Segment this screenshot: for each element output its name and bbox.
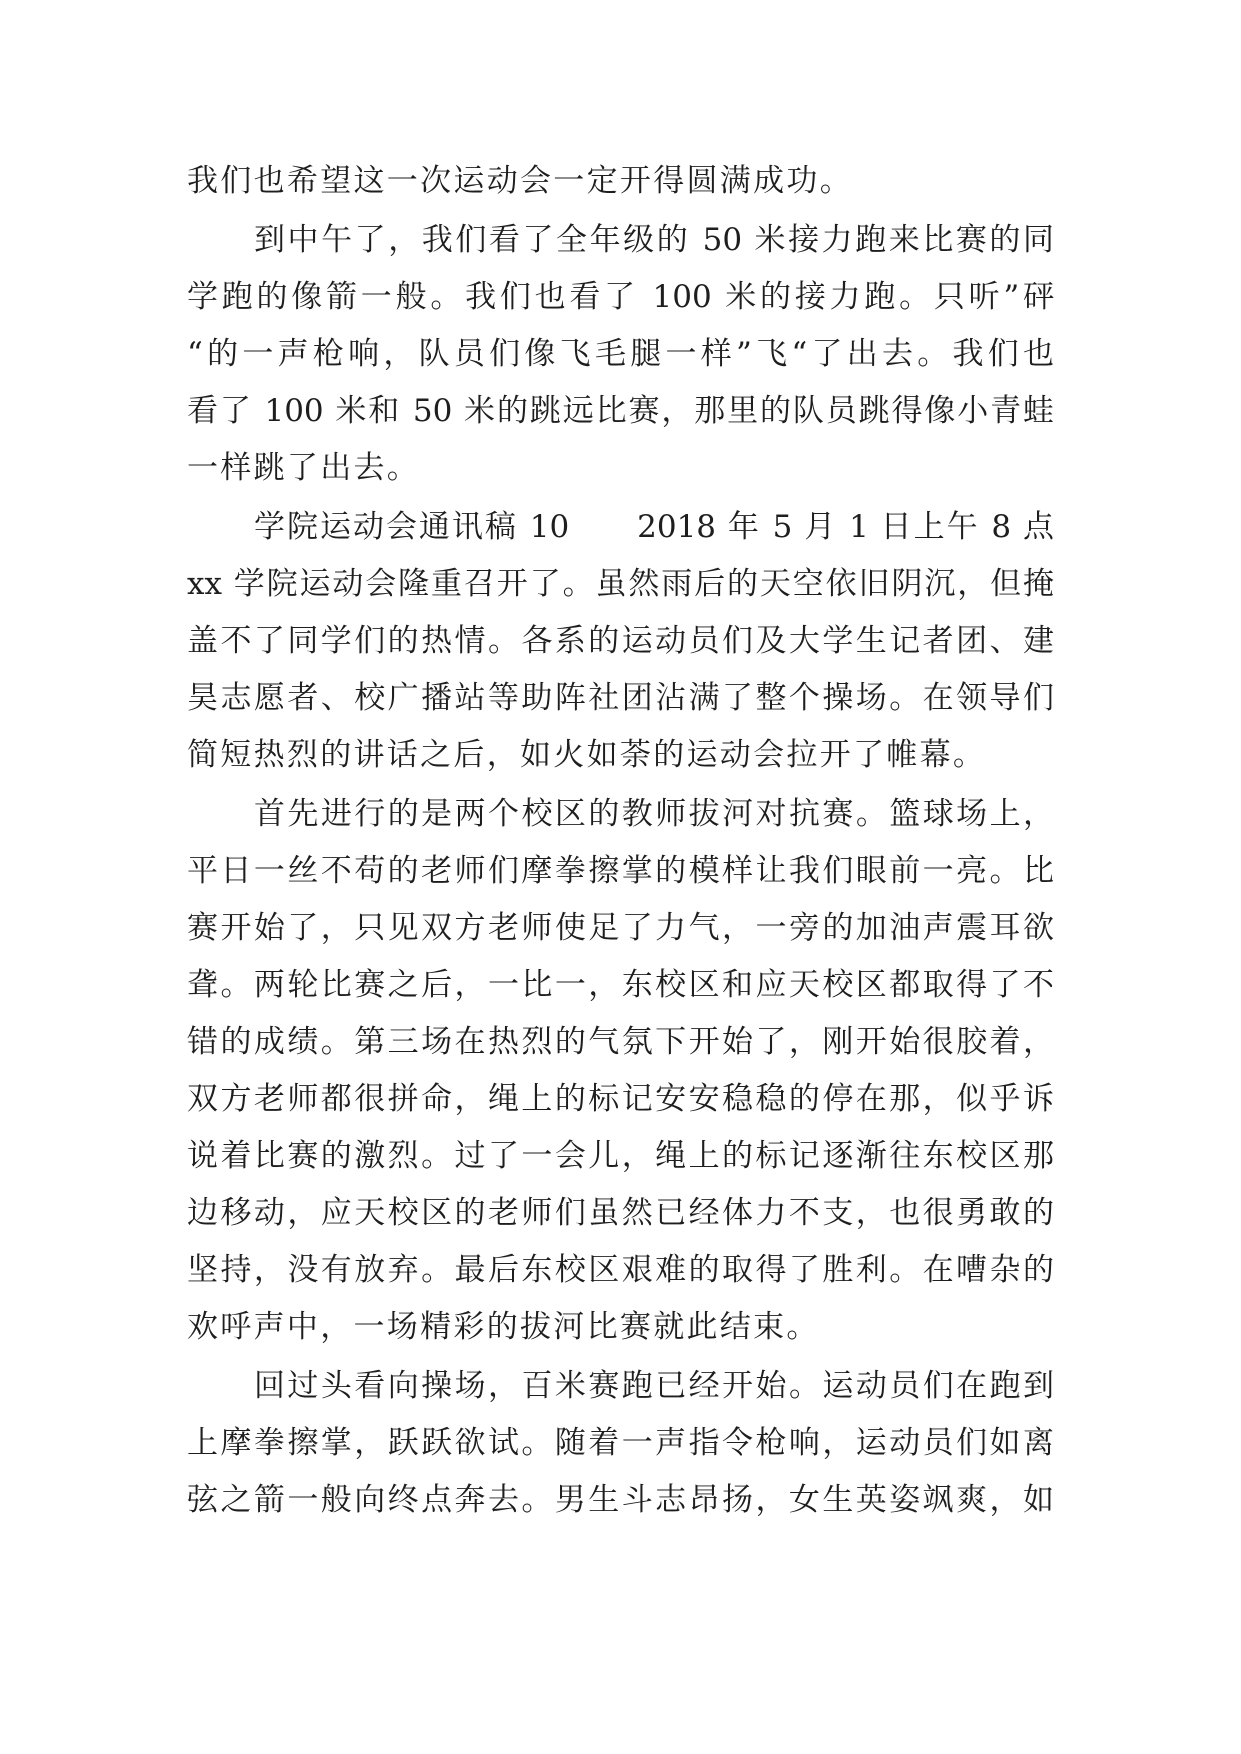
text-line: 回过头看向操场，百米赛跑已经开始。运动员们在跑到 — [254, 1368, 1054, 1404]
text-line: 说着比赛的激烈。过了一会儿，绳上的标记逐渐往东校区那 — [187, 1138, 1054, 1174]
text-line: 昊志愿者、校广播站等助阵社团沾满了整个操场。在领导们 — [187, 680, 1054, 716]
text-line: 学院运动会通讯稿 10 2018 年 5 月 1 日上午 8 点 — [254, 509, 1054, 545]
text-line: 我们也希望这一次运动会一定开得圆满成功。 — [187, 163, 853, 199]
paragraph — [187, 499, 1054, 784]
text-line: 聋。两轮比赛之后，一比一，东校区和应天校区都取得了不 — [187, 967, 1054, 1003]
text-line: 上摩拳擦掌，跃跃欲试。随着一声指令枪响，运动员们如离 — [187, 1425, 1054, 1461]
text-line: 边移动，应天校区的老师们虽然已经体力不支，也很勇敢的 — [187, 1195, 1054, 1231]
paragraph — [187, 786, 1054, 1356]
text-line: “的一声枪响，队员们像飞毛腿一样”飞“了出去。我们也 — [187, 336, 1054, 372]
paragraph — [187, 153, 1054, 210]
text-line: 欢呼声中，一场精彩的拔河比赛就此结束。 — [187, 1309, 820, 1345]
text-line: 简短热烈的讲话之后，如火如荼的运动会拉开了帷幕。 — [187, 737, 987, 773]
document-page-body — [187, 153, 1054, 1529]
text-line: 学跑的像箭一般。我们也看了 100 米的接力跑。只听”砰 — [187, 279, 1054, 315]
text-line: 弦之箭一般向终点奔去。男生斗志昂扬，女生英姿飒爽，如 — [187, 1482, 1054, 1518]
text-line: 平日一丝不苟的老师们摩拳擦掌的模样让我们眼前一亮。比 — [187, 853, 1054, 889]
text-line: xx 学院运动会隆重召开了。虽然雨后的天空依旧阴沉，但掩 — [187, 566, 1054, 602]
text-line: 盖不了同学们的热情。各系的运动员们及大学生记者团、建 — [187, 623, 1054, 659]
text-line: 首先进行的是两个校区的教师拔河对抗赛。篮球场上， — [254, 796, 1054, 832]
paragraph — [187, 212, 1054, 497]
paragraph — [187, 1358, 1054, 1529]
text-line: 双方老师都很拼命，绳上的标记安安稳稳的停在那，似乎诉 — [187, 1081, 1054, 1117]
text-line: 错的成绩。第三场在热烈的气氛下开始了，刚开始很胶着， — [187, 1024, 1054, 1060]
text-line: 赛开始了，只见双方老师使足了力气，一旁的加油声震耳欲 — [187, 910, 1054, 946]
text-line: 到中午了，我们看了全年级的 50 米接力跑来比赛的同 — [254, 222, 1054, 258]
text-line: 坚持，没有放弃。最后东校区艰难的取得了胜利。在嘈杂的 — [187, 1252, 1054, 1288]
text-line: 一样跳了出去。 — [187, 450, 421, 486]
text-line: 看了 100 米和 50 米的跳远比赛，那里的队员跳得像小青蛙 — [187, 393, 1054, 429]
